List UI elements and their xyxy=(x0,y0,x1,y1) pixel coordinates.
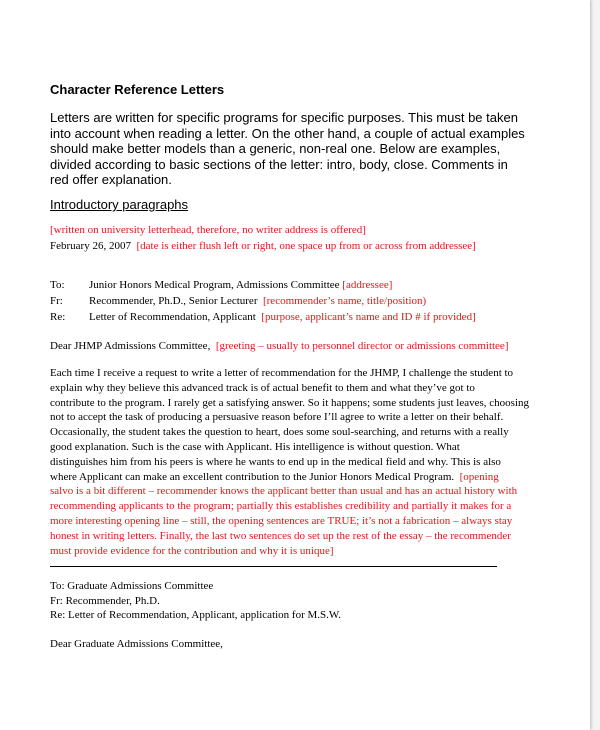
re-value: Letter of Recommendation, Applicant xyxy=(89,311,256,323)
body-line: distinguishes him from his peers is where he wants to end up in the medical field and why. This is also xyxy=(50,455,501,468)
letter2-to-line: To: Graduate Admissions Committee xyxy=(50,580,214,592)
body-line: explain why they believe this advanced track is of actual benefit to them and what they’ve got to xyxy=(50,381,475,394)
greeting-line xyxy=(50,340,508,352)
note-line: honest in writing letters. Finally, the last two sentences do set up the rest of the essay – the recommender xyxy=(50,529,511,542)
letter-date: February 26, 2007 xyxy=(50,240,131,252)
to-line xyxy=(89,279,392,291)
intro-line: should make better models than a generic, non-real one. Below are examples, xyxy=(50,141,501,156)
re-label: Re: xyxy=(50,311,66,323)
note-line: recommending applicants to the program; partially this establishes credibility and partially it makes for a xyxy=(50,500,512,513)
letterhead-note: [written on university letterhead, therefore, no writer address is offered] xyxy=(50,224,366,236)
re-note: [purpose, applicant’s name and ID # if provided] xyxy=(261,311,476,323)
note-line: salvo is a bit different – recommender knows the applicant better than usual and has an actual history with xyxy=(50,485,518,498)
body-paragraph xyxy=(50,366,529,558)
body-line: not to accept the task of producing a persuasive reason before I’ll agree to write a letter on their behalf. xyxy=(50,411,504,424)
letter2-re-line: Re: Letter of Recommendation, Applicant, application for M.S.W. xyxy=(50,609,342,621)
to-label: To: xyxy=(50,279,65,291)
body-note-start: [opening xyxy=(459,470,499,483)
intro-line: divided according to basic sections of the letter: intro, body, close. Comments in xyxy=(50,156,508,172)
section-heading: Introductory paragraphs xyxy=(50,197,189,212)
from-note: [recommender’s name, title/position) xyxy=(262,295,427,307)
body-line xyxy=(50,470,529,485)
intro-paragraph xyxy=(50,110,525,188)
note-line: must provide evidence for the contribution and why it is unique] xyxy=(50,544,334,557)
intro-line: Letters are written for specific programs for specific purposes. This must be taken xyxy=(50,110,518,125)
greeting: Dear JHMP Admissions Committee, xyxy=(50,340,211,352)
to-value: Junior Honors Medical Program, Admissions Committee xyxy=(89,279,340,291)
body-line: good explanation. Such is the case with Applicant. His intelligence is without question. What xyxy=(50,440,460,453)
date-line xyxy=(50,240,476,252)
letter2-greeting: Dear Graduate Admissions Committee, xyxy=(50,638,223,650)
body-last-text: where Applicant can make an excellent contribution to the Junior Honors Medical Program. xyxy=(50,470,455,483)
date-note: [date is either flush left or right, one space up from or across from addressee] xyxy=(136,240,476,252)
to-note: [addressee] xyxy=(342,279,393,291)
section-divider xyxy=(50,566,497,567)
from-line xyxy=(89,295,426,307)
from-label: Fr: xyxy=(50,295,63,307)
intro-line: into account when reading a letter. On the other hand, a couple of actual examples xyxy=(50,125,525,141)
page-title: Character Reference Letters xyxy=(50,82,225,97)
re-line xyxy=(89,311,476,323)
body-line: contribute to the program. I rarely get a satisfying answer. So it happens; some students just leaves, choosing xyxy=(50,396,530,409)
note-line: more interesting opening line – still, the opening sentences are TRUE; it’s not a fabrication – always stay xyxy=(50,514,513,527)
body-line: Occasionally, the student takes the question to heart, does some soul-searching, and returns with a really xyxy=(50,426,509,439)
letter2-from-line: Fr: Recommender, Ph.D. xyxy=(50,595,160,607)
body-line: Each time I receive a request to write a letter of recommendation for the JHMP, I challenge the student to xyxy=(50,367,514,379)
from-value: Recommender, Ph.D., Senior Lecturer xyxy=(89,295,258,307)
greeting-note: [greeting – usually to personnel director or admissions committee] xyxy=(215,340,509,352)
intro-line: red offer explanation. xyxy=(50,172,172,187)
